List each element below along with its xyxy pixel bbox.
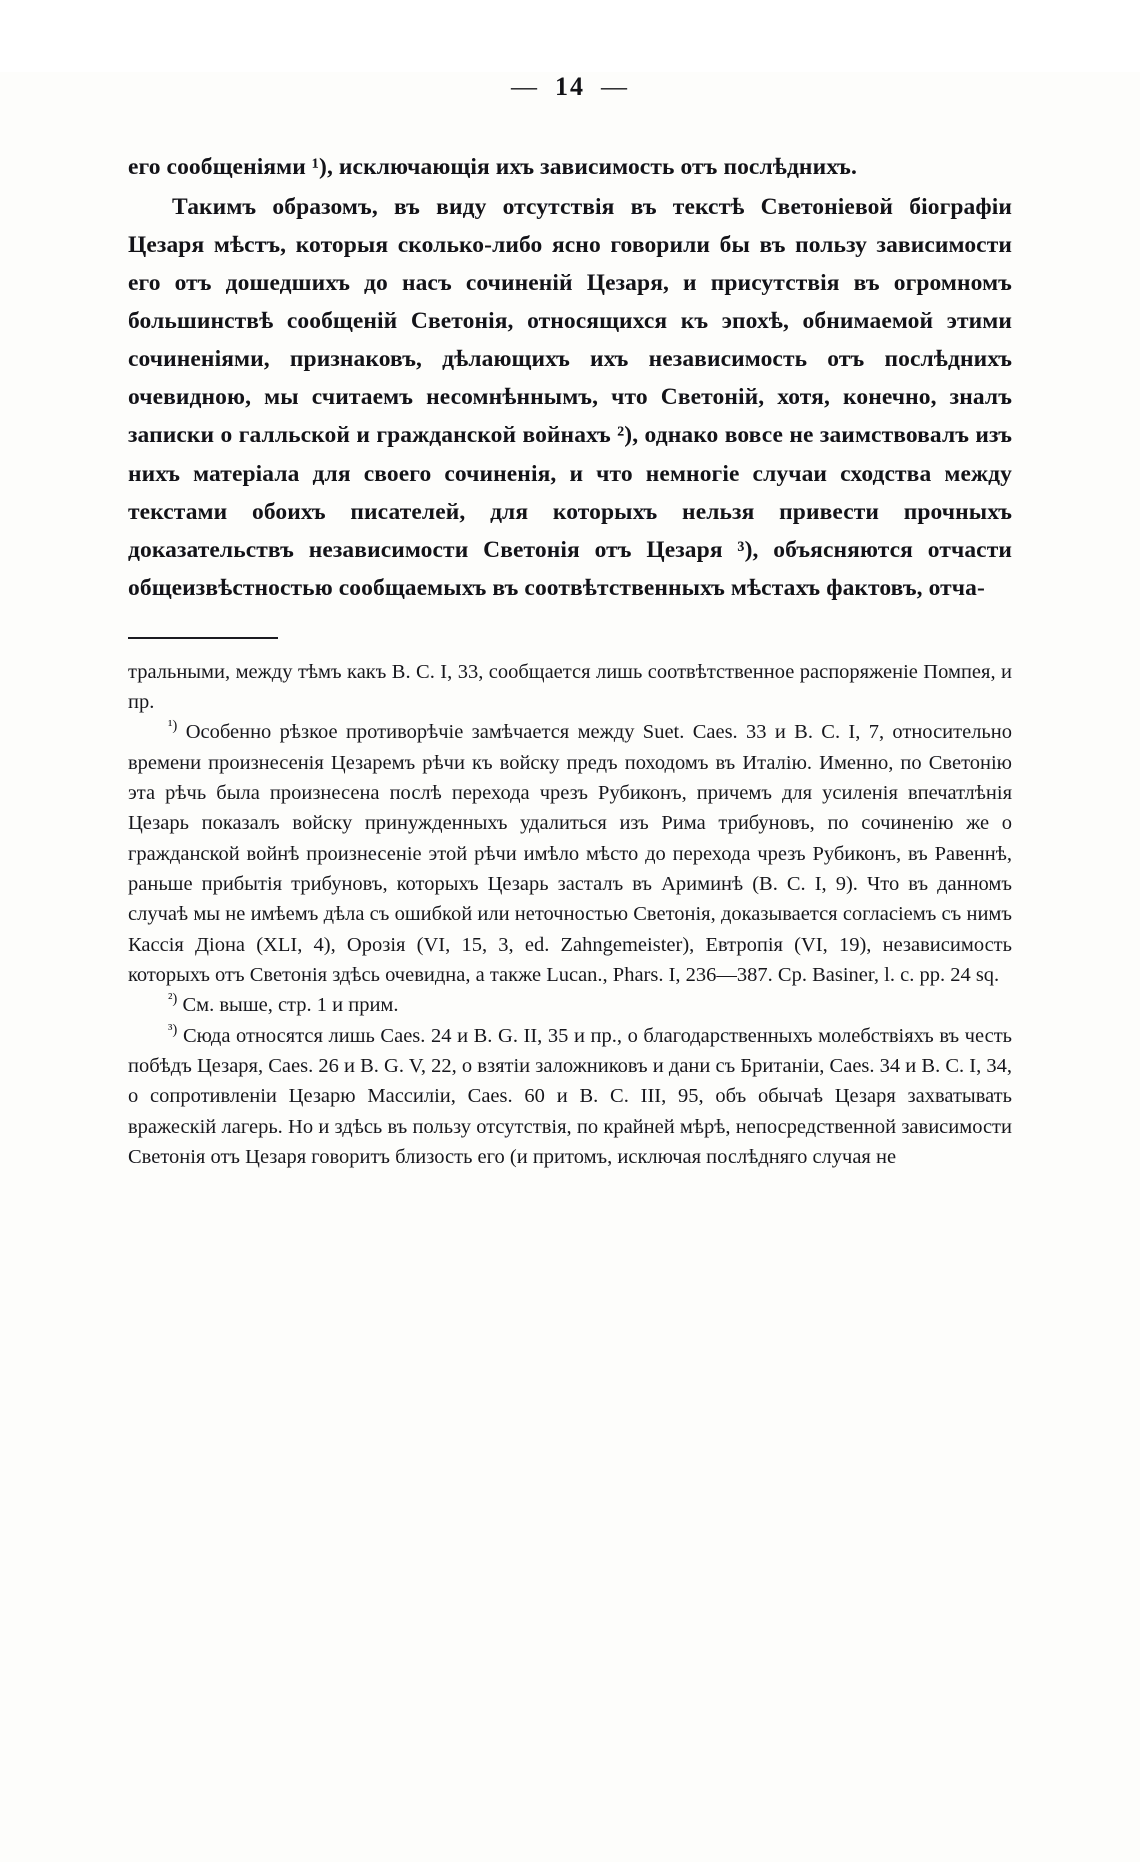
footnote-divider [128,637,278,639]
footnote-item [128,717,1012,990]
main-paragraph: его сообщеніями ¹), исключающія ихъ зависимость отъ послѣднихъ. [128,154,857,180]
footnote-item [128,1021,1012,1173]
footnote-continuation: тральными, между тѣмъ какъ B. C. I, 33, сообщается лишь соотвѣтственное распоряженіе Помпея, и пр. [128,660,1012,714]
footnote-marker: ³) [168,1021,178,1038]
document-page [0,72,1140,1862]
footnote-text: Сюда относятся лишь Caes. 24 и B. G. II, 35 и пр., о благодарственныхъ молебствіяхъ въ честь побѣдъ Цезаря, Caes. 26 и B. G. V, 22, о взятіи заложниковъ и дани съ Британіи, Caes. 34 и B. C. I, 34, о сопротивленіи Цезарю Массиліи, Caes. 60 и B. C. III, 95, объ обычаѣ Цезаря захватывать вражескій лагерь. Но и здѣсь въ пользу отсутствія, по крайней мѣрѣ, непосредственной зависимости Светонія отъ Цезаря говоритъ близость его (и притомъ, исключая послѣдняго случая не [128,1024,1013,1168]
page-number-value: 14 [555,72,585,101]
footnotes-block [128,657,1012,1173]
footnote-item [128,990,1012,1020]
footnote-marker: ¹) [168,718,178,735]
footnote-text: См. выше, стр. 1 и прим. [182,994,399,1017]
main-text-block [128,148,1012,607]
page-number-dash-right: — [601,72,629,101]
page-number [0,72,1140,102]
footnote-marker: ²) [168,991,178,1008]
page-number-dash-left: — [511,72,539,101]
main-paragraph: Такимъ образомъ, въ виду отсутствія въ текстѣ Светоніевой біографіи Цезаря мѣстъ, которыя сколько-либо ясно говорили бы въ пользу зависимости его отъ дошедшихъ до насъ сочиненій Цезаря, и присутствія въ огромномъ большинствѣ сообщеній Светонія, относящихся къ эпохѣ, обнимаемой этими сочиненіями, признаковъ, дѣлающихъ ихъ независимость отъ послѣднихъ очевидною, мы считаемъ несомнѣннымъ, что Светоній, хотя, конечно, зналъ записки о галльской и гражданской войнахъ ²), однако вовсе не заимствовалъ изъ нихъ матеріала для своего сочиненія, и что немногіе случаи сходства между текстами обоихъ писателей, для которыхъ нельзя привести прочныхъ доказательствъ независимости Светонія отъ Цезаря ³), объясняются отчасти общеизвѣстностью сообщаемыхъ въ соотвѣтственныхъ мѣстахъ фактовъ, отча- [128,194,1012,601]
footnote-text: Особенно рѣзкое противорѣчіе замѣчается между Suet. Caes. 33 и B. C. I, 7, относительно времени произнесенія Цезаремъ рѣчи къ войску предъ походомъ въ Италію. Именно, по Светонію эта рѣчь была произнесена послѣ перехода чрезъ Рубиконъ, причемъ для усиленія впечатлѣнія Цезарь показалъ войску принужденныхъ удалиться изъ Рима трибуновъ, по сочиненію же о гражданской войнѣ произнесеніе этой рѣчи имѣло мѣсто до перехода чрезъ Рубиконъ, въ Равеннѣ, раньше прибытія трибуновъ, которыхъ Цезарь засталъ въ Ариминѣ (B. C. I, 9). Что въ данномъ случаѣ мы не имѣемъ дѣла съ ошибкой или неточностью Светонія, доказывается согласіемъ съ нимъ Кассія Діона (XLI, 4), Орозія (VI, 15, 3, ed. Zahngemeister), Евтропія (VI, 19), независимость которыхъ отъ Светонія здѣсь очевидна, а также Lucan., Phars. I, 236—387. Ср. Basiner, l. c. pp. 24 sq. [128,721,1012,987]
